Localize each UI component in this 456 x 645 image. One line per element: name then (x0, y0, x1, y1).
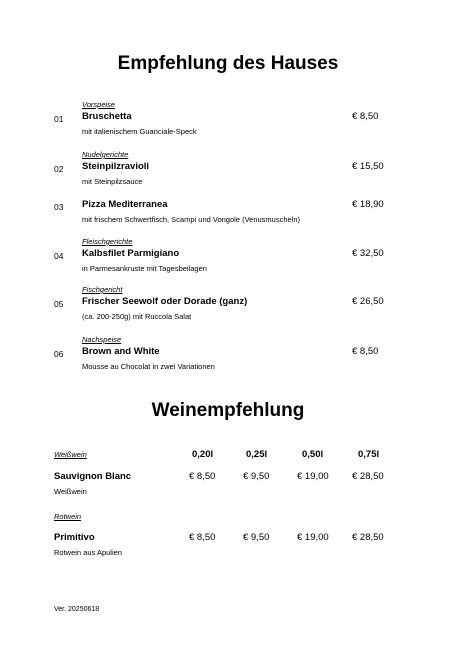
item-name: Brown and White (82, 346, 160, 357)
wine-price: € 8,50 (189, 532, 216, 543)
item-price: € 18,90 (352, 199, 384, 210)
wine-title: Weinempfehlung (151, 400, 305, 421)
wine-category-label: Weißwein (54, 450, 87, 459)
wine-price: € 28,50 (352, 532, 384, 543)
item-price: € 26,50 (352, 296, 384, 307)
size-header: 0,20l (192, 449, 214, 460)
item-number: 06 (54, 349, 64, 359)
item-price: € 15,50 (352, 161, 384, 172)
wine-name: Sauvignon Blanc (54, 471, 132, 482)
item-name: Bruschetta (82, 111, 132, 122)
item-description: Mousse au Chocolat in zwei Variationen (82, 362, 215, 371)
wine-price: € 9,50 (243, 532, 270, 543)
item-name: Frischer Seewolf oder Dorade (ganz) (82, 296, 248, 307)
item-name: Kalbsfilet Parmigiano (82, 248, 180, 259)
category-label: Fischgericht (82, 285, 123, 294)
item-description: (ca. 200-250g) mit Ruccola Salat (82, 312, 192, 321)
item-description: mit frischem Schwertfisch, Scampi und Vongole (Venusmuscheln) (82, 215, 301, 224)
size-header: 0,50l (302, 449, 324, 460)
wine-description: Weißwein (54, 487, 87, 496)
wine-description: Rotwein aus Apulien (54, 548, 122, 557)
item-price: € 8,50 (352, 111, 379, 122)
wine-price: € 9,50 (243, 471, 270, 482)
version-label: Ver. 20250618 (54, 606, 100, 613)
size-header: 0,75l (358, 449, 380, 460)
item-description: in Parmesankruste mit Tagesbeilagen (82, 264, 207, 273)
item-description: mit Steinpilzsauce (82, 177, 143, 186)
category-label: Vorspeise (82, 100, 116, 109)
wine-price: € 8,50 (189, 471, 216, 482)
wine-price: € 19,00 (297, 532, 329, 543)
item-name: Steinpilzravioli (82, 161, 150, 172)
item-name: Pizza Mediterranea (82, 199, 168, 210)
wine-name: Primitivo (54, 532, 95, 543)
item-price: € 32,50 (352, 248, 384, 259)
item-price: € 8,50 (352, 346, 379, 357)
item-description: mit italienischem Guanciale-Speck (82, 127, 197, 136)
category-label: Nachspeise (82, 335, 122, 344)
item-number: 03 (54, 202, 64, 212)
size-header: 0,25l (246, 449, 268, 460)
item-number: 02 (54, 164, 64, 174)
wine-price: € 19,00 (297, 471, 329, 482)
category-label: Fleischgerichte (82, 237, 133, 246)
item-number: 05 (54, 299, 64, 309)
wine-category-label: Rotwein (54, 512, 82, 521)
item-number: 04 (54, 251, 64, 261)
menu-title: Empfehlung des Hauses (117, 53, 339, 74)
category-label: Nudelgerichte (82, 150, 129, 159)
wine-price: € 28,50 (352, 471, 384, 482)
item-number: 01 (54, 114, 64, 124)
